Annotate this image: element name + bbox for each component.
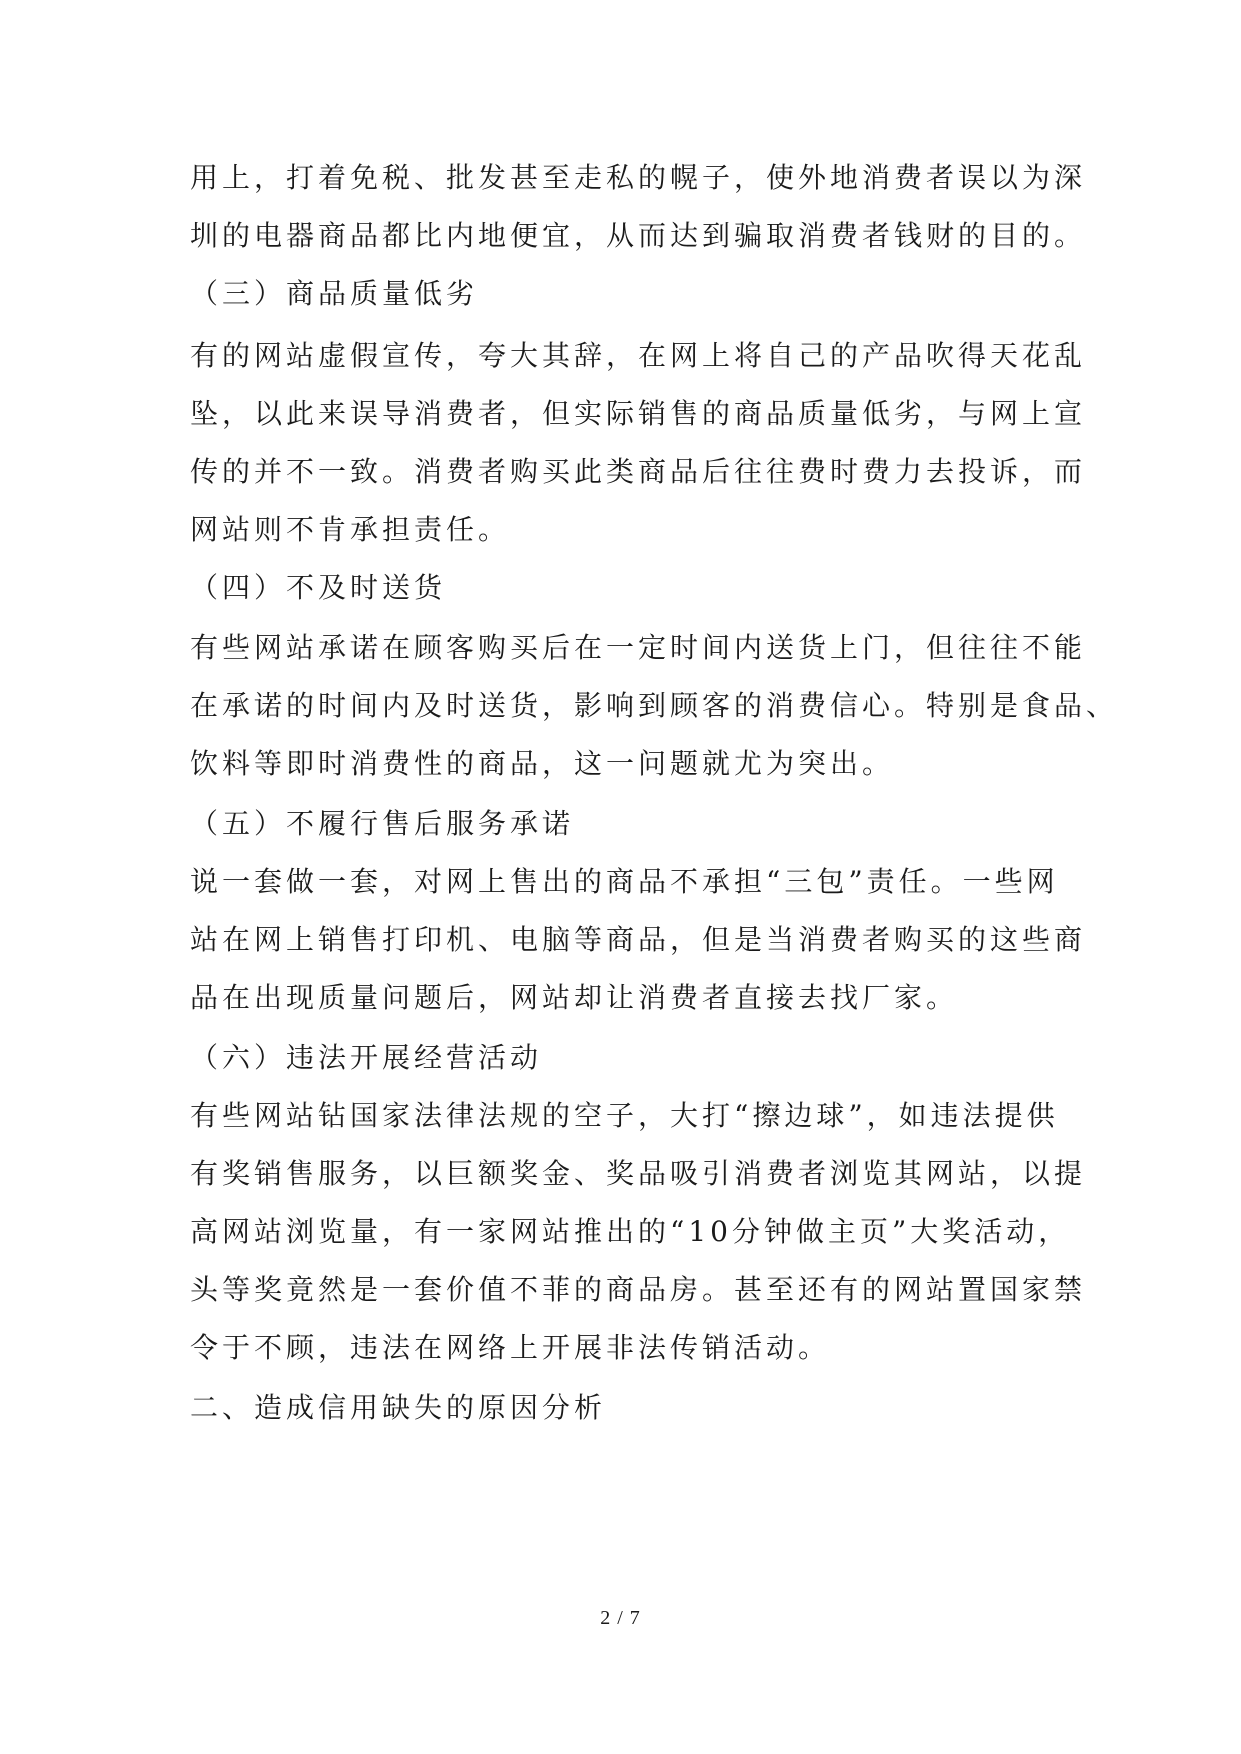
paragraph-line: 用上，打着免税、批发甚至走私的幌子，使外地消费者误以为深 — [190, 161, 1087, 194]
section-heading: （五）不履行售后服务承诺 — [190, 807, 575, 840]
paragraph-line: 有些网站钻国家法律法规的空子，大打“擦边球”，如违法提供 — [190, 1099, 1059, 1132]
section-heading: 二、造成信用缺失的原因分析 — [190, 1391, 607, 1424]
paragraph-line: 令于不顾，违法在网络上开展非法传销活动。 — [190, 1331, 831, 1364]
paragraph-line: 站在网上销售打印机、电脑等商品，但是当消费者购买的这些商 — [190, 923, 1087, 956]
paragraph-line: 坠，以此来误导消费者，但实际销售的商品质量低劣，与网上宣 — [190, 397, 1087, 430]
paragraph-line: 高网站浏览量，有一家网站推出的“10分钟做主页”大奖活动， — [190, 1215, 1071, 1248]
paragraph-line: 有些网站承诺在顾客购买后在一定时间内送货上门，但往往不能 — [190, 631, 1087, 664]
paragraph-line: 在承诺的时间内及时送货，影响到顾客的消费信心。特别是食品、 — [190, 689, 1119, 722]
paragraph-line: 饮料等即时消费性的商品，这一问题就尤为突出。 — [190, 747, 895, 780]
section-heading: （六）违法开展经营活动 — [190, 1041, 543, 1074]
section-heading: （四）不及时送货 — [190, 571, 447, 604]
paragraph-line: 圳的电器商品都比内地便宜，从而达到骗取消费者钱财的目的。 — [190, 219, 1087, 252]
section-heading: （三）商品质量低劣 — [190, 277, 479, 310]
paragraph-line: 品在出现质量问题后，网站却让消费者直接去找厂家。 — [190, 981, 959, 1014]
paragraph-line: 说一套做一套，对网上售出的商品不承担“三包”责任。一些网 — [190, 865, 1059, 898]
paragraph-line: 有的网站虚假宣传，夸大其辞，在网上将自己的产品吹得天花乱 — [190, 339, 1087, 372]
paragraph-line: 头等奖竟然是一套价值不菲的商品房。甚至还有的网站置国家禁 — [190, 1273, 1087, 1306]
paragraph-line: 传的并不一致。消费者购买此类商品后往往费时费力去投诉，而 — [190, 455, 1087, 488]
paragraph-line: 网站则不肯承担责任。 — [190, 513, 511, 546]
paragraph-line: 有奖销售服务，以巨额奖金、奖品吸引消费者浏览其网站，以提 — [190, 1157, 1087, 1190]
page-number: 2 / 7 — [600, 1607, 641, 1629]
